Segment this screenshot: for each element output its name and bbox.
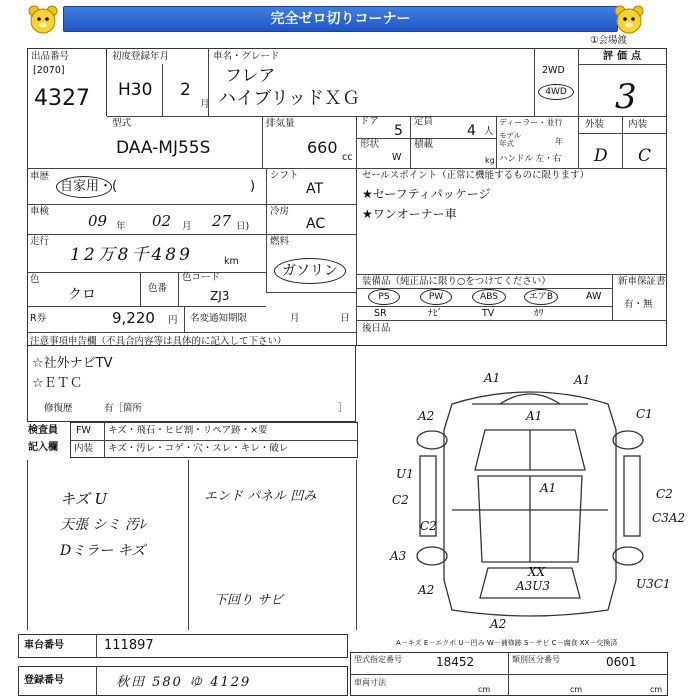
reg-no-value: 秋田 580 ゆ 4129: [116, 675, 252, 690]
shift-label: シフト: [270, 170, 299, 181]
history-close: ): [250, 179, 256, 194]
registration-label: 初度登録年月: [112, 51, 170, 62]
note-1: ☆社外ナビTV: [32, 356, 113, 371]
color-code: ZJ3: [210, 289, 230, 303]
repair-history-close: ］: [338, 403, 348, 414]
model-value: DAA-MJ55S: [116, 138, 211, 158]
ac-label: 冷房: [270, 206, 290, 217]
fuel-value: ガソリン: [282, 263, 338, 279]
recycle-unit: 円: [168, 315, 178, 326]
handwritten-right-1: エンド パネル 凹み: [204, 489, 317, 504]
displacement-value: 660: [307, 138, 338, 157]
dims-cm-3: cm: [650, 685, 663, 694]
reg-no-label: 登録番号: [24, 675, 64, 686]
dealer-label: 出品番号: [31, 51, 70, 62]
notice-month-unit: 月: [290, 313, 300, 324]
rear-items-label: 後日品: [362, 323, 391, 334]
mileage-label: 走行: [30, 236, 50, 247]
exterior-value: D: [594, 146, 608, 166]
exterior-label: 外装: [585, 119, 605, 130]
color-label: 色: [30, 274, 40, 285]
recycle-value: 9,220: [112, 309, 155, 327]
sales-point-1: ★セーフティパッケージ: [362, 187, 491, 201]
mark-c3a2-right: C3A2: [652, 511, 686, 525]
car-name: フレア: [225, 66, 276, 86]
model-year-label: モデル年式: [499, 131, 522, 148]
sales-points-label: セールスポイント（正常に機能するものに限ります）: [362, 170, 590, 181]
color-no-label: 色番: [148, 283, 168, 294]
inspector-row1-category: FW: [76, 425, 91, 436]
equip-ps: PS: [368, 289, 400, 305]
inspection-month-unit: 月: [182, 221, 192, 232]
car-damage-diagram: [380, 370, 690, 630]
handwritten-left-3: Dミラー キズ: [60, 543, 146, 559]
mark-xx: XX: [528, 565, 546, 579]
inspector-row2-category: 内装: [74, 443, 94, 454]
history-circle: [56, 176, 112, 198]
shape-value: W: [392, 152, 402, 163]
equip-navi: ﾅﾋﾞ: [428, 308, 443, 319]
handwritten-right-2: 下回り サビ: [214, 593, 284, 608]
class-no-label: 類別区分番号: [512, 655, 560, 664]
history-label: 車歴: [30, 171, 50, 182]
mark-u1-left: U1: [396, 467, 414, 481]
capacity-label: 定員: [414, 116, 434, 127]
mark-c2-right-door: C2: [656, 487, 673, 501]
score-value: 3: [615, 77, 637, 117]
dims-cm-2: cm: [570, 685, 583, 694]
handle-label: ハンドル 左・右: [499, 154, 562, 164]
registration-month: 2: [180, 80, 191, 100]
mark-c1-front-right: C1: [636, 407, 653, 421]
inspector-label-2: 記入欄: [28, 442, 58, 453]
equip-airbag: エアB: [524, 289, 558, 305]
venue-label: ①会場渡: [590, 35, 628, 46]
load-label: 積載: [414, 139, 434, 150]
displacement-label: 排気量: [266, 118, 295, 129]
sales-point-2: ★ワンオーナー車: [362, 207, 457, 221]
notes-frame: [27, 346, 356, 422]
mark-a1-front-left: A1: [484, 371, 501, 385]
car-grade: ハイブリッドＸＧ: [218, 88, 361, 109]
mark-a2-front: A2: [418, 409, 435, 423]
spec-no-value: 18452: [436, 655, 475, 669]
mark-a1-hood: A1: [526, 409, 543, 423]
dims-cm-1: cm: [478, 685, 491, 694]
dealer-parallel-label: ディーラー・並行: [499, 118, 563, 127]
mark-a1-front-right: A1: [574, 373, 591, 387]
equip-pw: PW: [420, 289, 452, 305]
mark-a2-rear-left: A2: [418, 583, 435, 597]
note-2: ☆ＥＴＣ: [32, 376, 83, 391]
displacement-unit: cc: [342, 152, 353, 163]
equip-tv: TV: [482, 308, 495, 319]
chassis-label: 車台番号: [24, 640, 64, 651]
doors-value: 5: [394, 123, 403, 139]
inspector-label-1: 検査員: [28, 425, 58, 436]
color-code-label: 色コード: [182, 272, 221, 283]
shift-value: AT: [306, 181, 324, 197]
chassis-value: 111897: [104, 638, 154, 653]
history-value: 自家用・(: [60, 179, 118, 194]
notes-label: 注意事項申告欄（不具合内容等は具体的に記入して下さい）: [30, 336, 287, 347]
mascot-bear-icon-right: [612, 4, 646, 36]
diagram-legend: A－キズ E－エクボ U－凹み W－補修跡 S－サビ C－腐食 XX－交換済: [396, 639, 618, 647]
load-unit: kg: [485, 156, 495, 165]
lot-number: 4327: [34, 86, 90, 111]
mileage-unit: km: [224, 256, 239, 267]
capacity-value: 4: [467, 123, 476, 139]
drive-4wd: 4WD: [538, 84, 574, 100]
model-label: 型式: [112, 118, 132, 129]
equip-aw: AW: [586, 291, 602, 302]
mark-u3c1-right: U3C1: [636, 577, 671, 591]
mark-a1-roof: A1: [540, 481, 557, 495]
ac-value: AC: [306, 216, 326, 232]
repair-history-label: 修復歴: [44, 403, 73, 414]
inspection-month: 02: [152, 212, 172, 230]
interior-label: 内装: [628, 119, 648, 130]
mascot-bear-icon-left: [26, 4, 60, 36]
banner-title: 完全ゼロ切りコーナー: [63, 6, 618, 32]
equipment-label: 装備品（純正品に限り○をつけてください）: [362, 276, 551, 287]
mark-a3u3-rear: A3U3: [516, 579, 551, 593]
fuel-circle: [274, 258, 346, 284]
inspection-year: 09: [88, 212, 108, 230]
model-year-unit: 年: [555, 137, 563, 146]
inspection-day-unit: 日): [236, 221, 250, 232]
car-label: 車名・グレード: [213, 51, 280, 62]
doors-label: ドア: [360, 116, 379, 127]
new-warranty-value: 有・無: [624, 299, 653, 310]
registration-era: H30: [118, 80, 153, 100]
capacity-unit: 人: [484, 126, 494, 137]
notice-deadline-label: 名変通知期限: [190, 313, 248, 324]
drive-2wd: 2WD: [542, 65, 565, 76]
notice-day-unit: 日: [340, 313, 350, 324]
dims-label: 車両寸法: [354, 678, 386, 687]
inspection-day: 27: [212, 212, 232, 230]
class-no-value: 0601: [606, 655, 637, 669]
handwritten-left-1: キズ U: [60, 490, 108, 508]
score-label: 評価点: [603, 51, 645, 62]
mark-a2-rear: A2: [490, 617, 507, 630]
mark-c2-left-rear: C2: [420, 519, 437, 533]
repair-history-value: 有［箇所: [104, 403, 143, 414]
dealer-code: [2070]: [33, 65, 65, 76]
spec-no-label: 型式指定番号: [354, 655, 402, 664]
inspector-row2: キズ・汚レ・コゲ・穴・スレ・キレ・破レ: [108, 443, 289, 454]
inspector-row1: キズ・飛石・ヒビ割・リペア跡・×要: [108, 425, 268, 436]
equip-sr: SR: [374, 308, 387, 319]
interior-value: C: [638, 146, 652, 166]
equip-leather: ｶﾜ: [534, 308, 544, 319]
recycle-label: R券: [30, 313, 47, 324]
chassis-box: [18, 634, 348, 658]
mark-c2-left-door: C2: [392, 493, 409, 507]
mileage-value: 12万8千489: [70, 245, 193, 265]
fuel-label: 燃料: [270, 236, 290, 247]
registration-month-unit: 月: [200, 99, 210, 110]
new-warranty-label: 新車保証書: [618, 276, 666, 287]
inspection-year-unit: 年: [116, 221, 126, 232]
inspection-label: 車検: [30, 206, 50, 217]
mark-a3-left: A3: [390, 549, 407, 563]
equip-abs: ABS: [472, 289, 506, 305]
shape-label: 形状: [360, 139, 380, 150]
handwritten-left-2: 天張 シミ 汚ﾚ: [60, 517, 146, 533]
color-value: クロ: [68, 287, 96, 303]
